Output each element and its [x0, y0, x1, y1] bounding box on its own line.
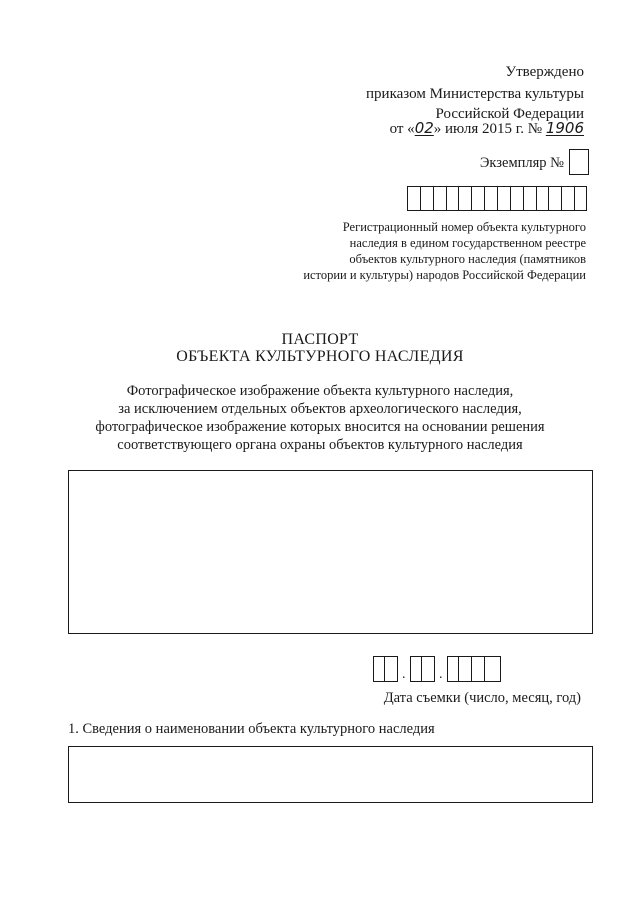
- registration-note-line: наследия в едином государственном реестре: [349, 236, 586, 250]
- copy-number-label: Экземпляр №: [479, 155, 564, 171]
- registration-number-field[interactable]: [407, 186, 587, 211]
- registration-cell: [408, 187, 421, 210]
- date-separator: .: [439, 667, 443, 682]
- date-day-field[interactable]: [373, 656, 398, 682]
- date-cell: [448, 657, 459, 681]
- date-cell: [411, 657, 422, 681]
- date-month-field[interactable]: [410, 656, 435, 682]
- date-cell: [374, 657, 385, 681]
- date-cell: [461, 657, 472, 681]
- registration-cell: [537, 187, 550, 210]
- approval-date-line: [300, 118, 584, 139]
- photo-description: [40, 382, 600, 454]
- registration-note: [270, 219, 586, 283]
- registration-cell: [549, 187, 562, 210]
- registration-cell: [498, 187, 511, 210]
- passport-title: ПАСПОРТ: [281, 331, 359, 348]
- date-cell: [474, 657, 485, 681]
- registration-cell: [421, 187, 434, 210]
- approval-day: 02: [414, 119, 434, 137]
- registration-cell: [511, 187, 524, 210]
- passport-subtitle: ОБЪЕКТА КУЛЬТУРНОГО НАСЛЕДИЯ: [176, 348, 464, 365]
- approval-line-1: Утверждено: [505, 64, 584, 80]
- photo-description-line: соответствующего органа охраны объектов культурного наследия: [117, 437, 523, 453]
- registration-cell: [524, 187, 537, 210]
- date-separator: .: [402, 667, 406, 682]
- section-1-heading: 1. Сведения о наименовании объекта культурного наследия: [68, 721, 435, 737]
- date-label: Дата съемки (число, месяц, год): [383, 690, 581, 706]
- copy-number-box[interactable]: [569, 149, 589, 175]
- registration-cell: [434, 187, 447, 210]
- photo-description-line: за исключением отдельных объектов археологического наследия,: [118, 401, 522, 417]
- date-middle: » июля 2015 г. №: [433, 121, 543, 137]
- photo-description-line: Фотографическое изображение объекта культурного наследия,: [126, 383, 514, 399]
- registration-cell: [562, 187, 575, 210]
- registration-cell: [472, 187, 485, 210]
- photo-description-line: фотографическое изображение которых вносится на основании решения: [95, 419, 545, 435]
- registration-note-line: Регистрационный номер объекта культурного: [342, 220, 586, 234]
- date-year-field[interactable]: [447, 656, 501, 682]
- registration-note-line: истории и культуры) народов Российской Федерации: [303, 268, 586, 282]
- registration-cell: [485, 187, 498, 210]
- approval-line-3: Российской Федерации: [435, 106, 584, 122]
- date-prefix: от «: [389, 121, 415, 137]
- section-1-field[interactable]: [68, 746, 593, 803]
- order-number: 1906: [545, 119, 584, 137]
- registration-cell: [459, 187, 472, 210]
- approval-line-2: приказом Министерства культуры: [366, 86, 584, 102]
- registration-note-line: объектов культурного наследия (памятников: [349, 252, 586, 266]
- registration-cell: [447, 187, 460, 210]
- photo-frame[interactable]: [68, 470, 593, 634]
